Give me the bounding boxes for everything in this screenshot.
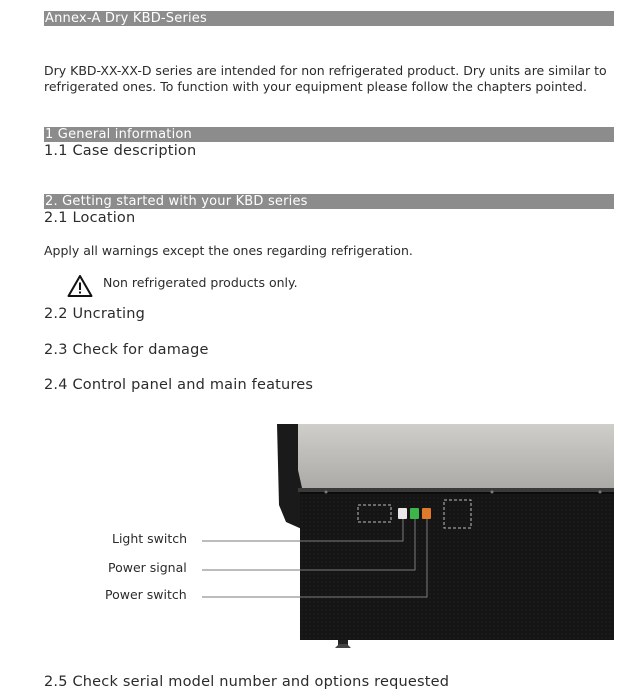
front-panel-edge (300, 492, 614, 494)
uncrating-heading: 2.2 Uncrating (44, 306, 145, 322)
location-heading: 2.1 Location (44, 210, 136, 226)
power-signal-light (410, 508, 419, 519)
serial-number-heading: 2.5 Check serial model number and options requested (44, 674, 450, 690)
check-damage-heading: 2.3 Check for damage (44, 342, 209, 358)
section1-heading: 1 General information (45, 127, 192, 142)
rivet-left (325, 491, 328, 494)
control-panel-heading: 2.4 Control panel and main features (44, 377, 314, 393)
top-trim (298, 488, 614, 492)
shelf-top-panel (298, 424, 614, 492)
callout-power-switch: Power switch (105, 587, 187, 602)
front-panel (300, 492, 614, 640)
foot-base-left (335, 644, 351, 648)
callout-power-signal: Power signal (108, 560, 187, 575)
annex-title: Annex-A Dry KBD-Series (45, 11, 207, 26)
section2-heading: 2. Getting started with your KBD series (45, 194, 308, 209)
power-switch[interactable] (422, 508, 431, 519)
case-description-heading: 1.1 Case description (44, 143, 197, 159)
warning-text: Non refrigerated products only. (103, 275, 298, 290)
location-text: Apply all warnings except the ones regarding refrigeration. (44, 243, 413, 258)
callout-light-switch: Light switch (112, 531, 188, 546)
rivet-mid (491, 491, 494, 494)
intro-paragraph: Dry KBD-XX-XX-D series are intended for non refrigerated product. Dry units are similar to refrigerated ones. To function with your equipment please follow the chapters pointed. (44, 63, 607, 94)
light-switch[interactable] (398, 508, 407, 519)
rivet-right (599, 491, 602, 494)
